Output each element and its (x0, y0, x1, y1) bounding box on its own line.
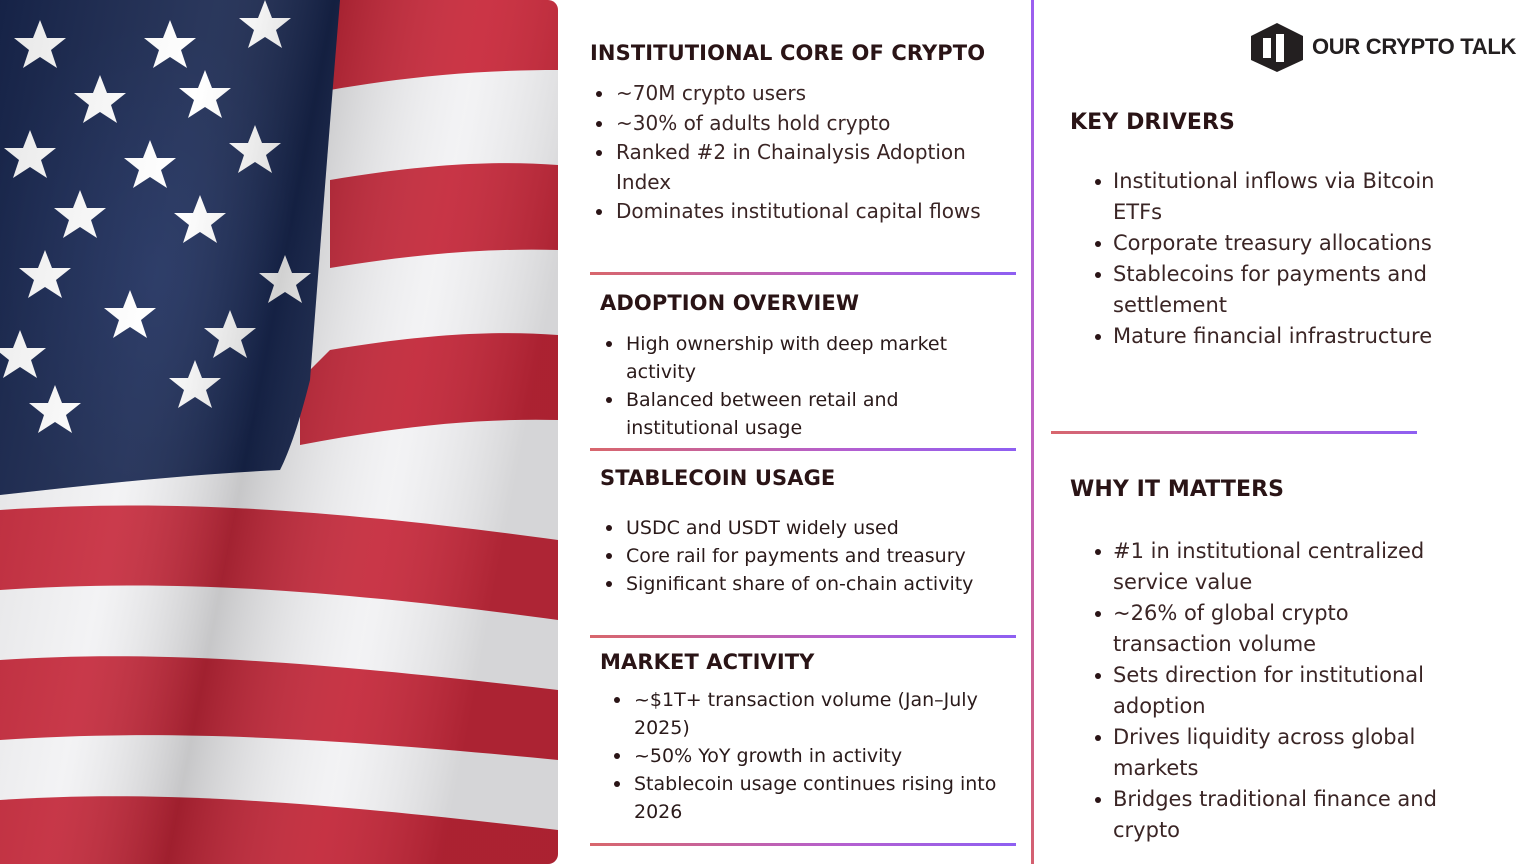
list-item: Mature financial infrastructure (1089, 321, 1469, 352)
list-item: Core rail for payments and treasury (600, 542, 1010, 570)
section-title: STABLECOIN USAGE (600, 466, 836, 490)
us-flag-image (0, 0, 558, 864)
bullet-list (600, 686, 1010, 826)
brand-logo (1248, 22, 1517, 72)
section-divider (1051, 431, 1417, 434)
bullet-list (590, 79, 1010, 227)
list-item: Stablecoin usage continues rising into 2026 (608, 770, 1010, 826)
list-item: #1 in institutional centralized service value (1089, 536, 1469, 598)
list-item: Sets direction for institutional adoption (1089, 660, 1469, 722)
section-stablecoin-usage (600, 466, 1010, 598)
section-title: KEY DRIVERS (1070, 110, 1235, 135)
list-item: Balanced between retail and institutional usage (600, 386, 1010, 442)
bullet-list (600, 330, 1010, 442)
section-divider (590, 448, 1016, 451)
list-item: High ownership with deep market activity (600, 330, 1010, 386)
section-institutional-core (590, 41, 1010, 227)
section-divider (590, 272, 1016, 275)
list-item: ~50% YoY growth in activity (608, 742, 1010, 770)
list-item: USDC and USDT widely used (600, 514, 1010, 542)
list-item: ~30% of adults hold crypto (590, 109, 1010, 139)
list-item: Dominates institutional capital flows (590, 197, 1010, 227)
section-adoption-overview (600, 291, 1010, 442)
section-why-it-matters (1070, 477, 1490, 846)
section-divider (590, 635, 1016, 638)
brand-name: OUR CRYPTO TALK (1312, 34, 1517, 59)
list-item: Drives liquidity across global markets (1089, 722, 1469, 784)
list-item: Stablecoins for payments and settlement (1089, 259, 1469, 321)
section-title: WHY IT MATTERS (1070, 477, 1285, 502)
section-divider (590, 843, 1016, 846)
section-market-activity (600, 650, 1010, 826)
list-item: ~26% of global crypto transaction volume (1089, 598, 1469, 660)
bullet-list (1070, 536, 1469, 846)
section-key-drivers (1070, 110, 1490, 352)
section-title: MARKET ACTIVITY (600, 650, 815, 674)
list-item: ~70M crypto users (590, 79, 1010, 109)
hexagon-logo-icon (1248, 22, 1306, 72)
list-item: Institutional inflows via Bitcoin ETFs (1089, 166, 1469, 228)
list-item: Ranked #2 in Chainalysis Adoption Index (590, 138, 1010, 197)
list-item: ~$1T+ transaction volume (Jan–July 2025) (608, 686, 1010, 742)
section-title: ADOPTION OVERVIEW (600, 291, 860, 315)
list-item: Corporate treasury allocations (1089, 228, 1469, 259)
bullet-list (600, 514, 1010, 598)
list-item: Significant share of on-chain activity (600, 570, 1010, 598)
section-title: INSTITUTIONAL CORE OF CRYPTO (590, 41, 986, 65)
column-divider (1031, 0, 1034, 864)
list-item: Bridges traditional finance and crypto (1089, 784, 1469, 846)
bullet-list (1070, 166, 1469, 352)
